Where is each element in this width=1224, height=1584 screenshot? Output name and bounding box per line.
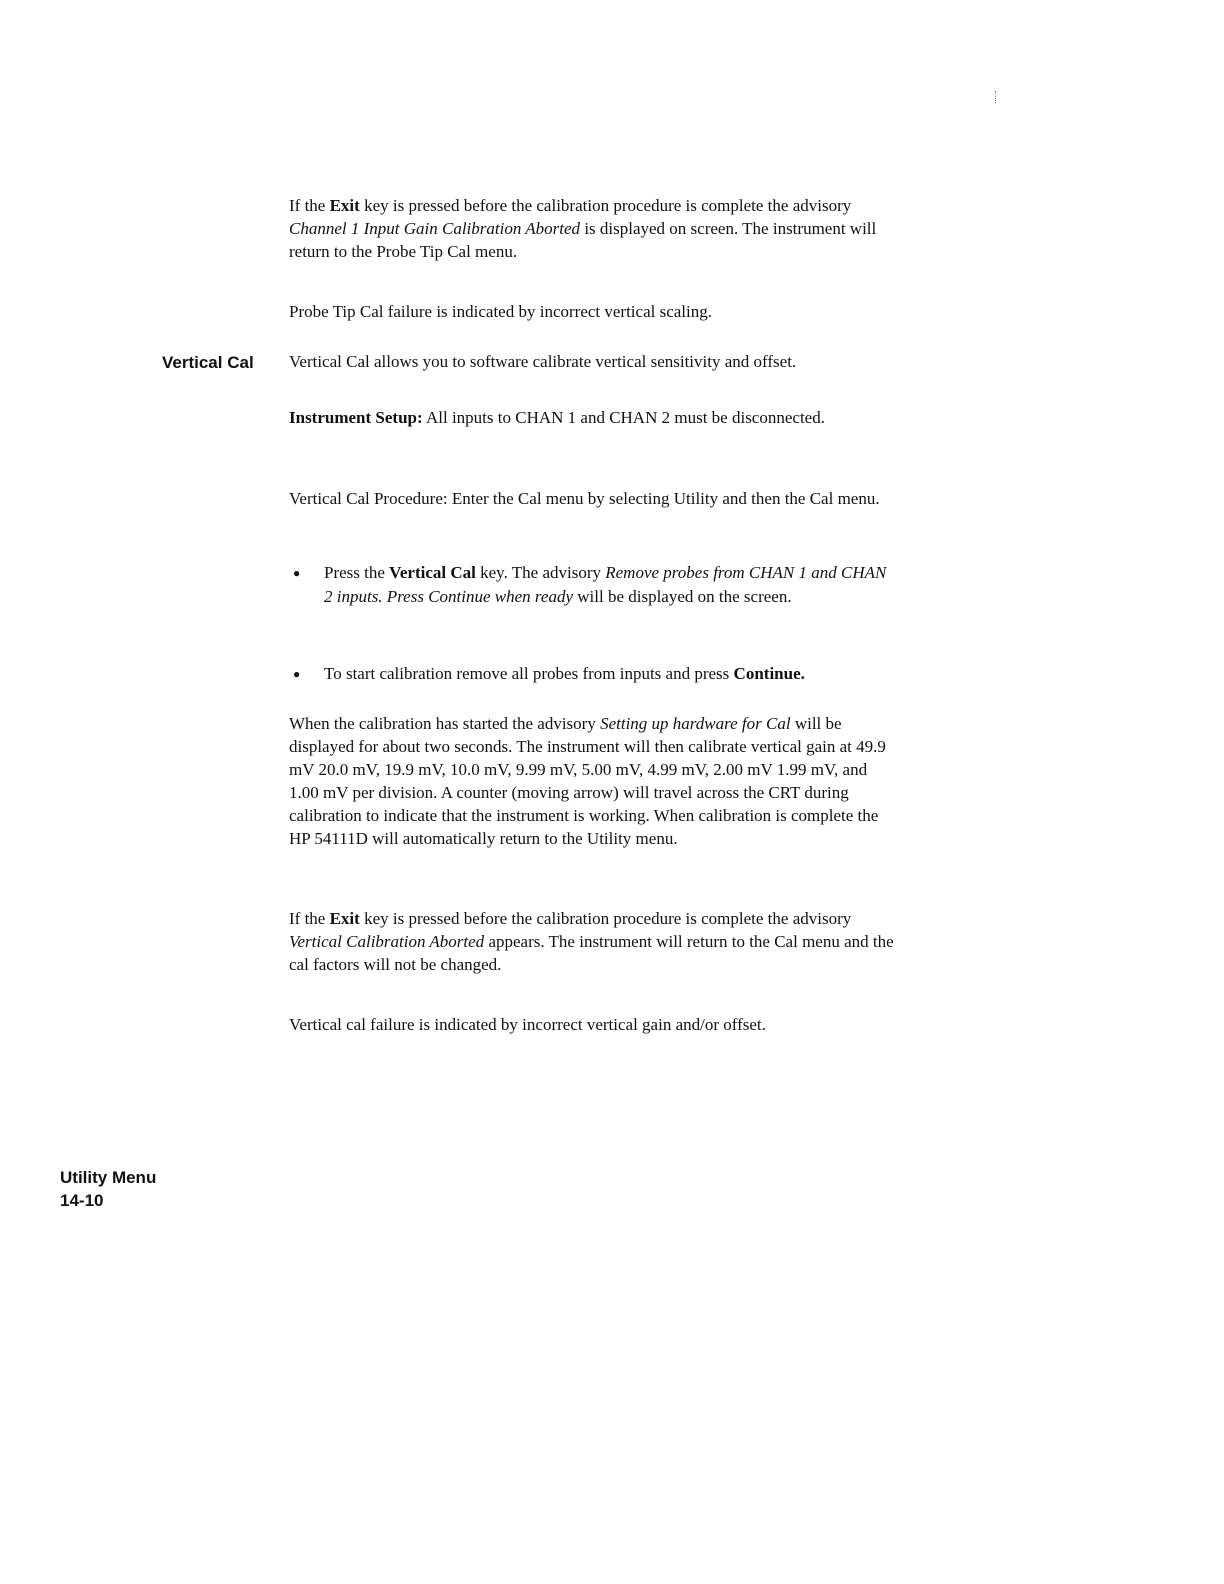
text-run: If the: [289, 909, 330, 928]
vertical-cal-key-label: Vertical Cal: [389, 563, 476, 582]
paragraph-procedure: [289, 487, 899, 510]
setup-text: All inputs to CHAN 1 and CHAN 2 must be disconnected.: [422, 408, 825, 427]
advisory-vertical-abort: Vertical Calibration Aborted: [289, 932, 485, 951]
intro-text: Vertical Cal allows you to software calibrate vertical sensitivity and offset.: [289, 352, 797, 371]
paragraph-vertical-failure: [289, 1013, 899, 1036]
paragraph-probe-failure: [289, 300, 899, 323]
footer-section-title: Utility Menu: [60, 1168, 157, 1187]
advisory-remove-probes: Remove probes from CHAN 1 and CHAN 2 inputs. Press Continue when ready: [324, 563, 887, 606]
paragraph-instrument-setup: [289, 406, 899, 429]
text-run: is displayed on screen. The instrument will return to the Probe Tip Cal menu.: [289, 219, 877, 261]
text-run: appears. The instrument will return to the Cal menu and the cal factors will not be changed.: [289, 932, 894, 974]
paragraph-exit-vertical-abort: [289, 907, 899, 976]
text-run: will be displayed for about two seconds. The instrument will then calibrate vertical gain at 49.9 mV 20.0 mV, 19.9 mV, 10.0 mV, 9.99 mV, 5.00 mV, 4.99 mV, 2.00 mV 1.99 mV, and 1.00 mV per division. A counter (moving arrow) will travel across the CRT during calibration to indicate that the instrument is working. When calibration is complete the HP 54111D will automatically return to the Utility menu.: [289, 714, 886, 848]
exit-key-label: Exit: [329, 909, 360, 928]
advisory-setting-up: Setting up hardware for Cal: [600, 714, 791, 733]
continue-key-label: Continue.: [733, 664, 805, 683]
bullet-item: [289, 662, 899, 686]
exit-key-label: Exit: [329, 196, 360, 215]
text-run: will be displayed on the screen.: [573, 587, 792, 606]
text-run: If the: [289, 196, 330, 215]
page-footer: [60, 1166, 156, 1212]
text-run: key is pressed before the calibration procedure is complete the advisory: [359, 909, 852, 928]
text-run: key is pressed before the calibration procedure is complete the advisory: [359, 196, 852, 215]
probe-failure-text: Probe Tip Cal failure is indicated by incorrect vertical scaling.: [289, 302, 712, 321]
scan-speck: [995, 91, 998, 103]
vertical-failure-text: Vertical cal failure is indicated by incorrect vertical gain and/or offset.: [289, 1015, 766, 1034]
text-run: key. The advisory: [475, 563, 606, 582]
text-run: When the calibration has started the advisory: [289, 714, 601, 733]
setup-label: Instrument Setup:: [289, 408, 423, 427]
procedure-text: Vertical Cal Procedure: Enter the Cal menu by selecting Utility and then the Cal menu.: [289, 489, 880, 508]
paragraph-exit-channel-abort: [289, 194, 899, 263]
section-heading-vertical-cal: Vertical Cal: [162, 353, 254, 372]
paragraph-calibration-started: [289, 712, 899, 850]
paragraph-intro: [289, 350, 899, 373]
advisory-channel-abort: Channel 1 Input Gain Calibration Aborted: [289, 219, 581, 238]
bullet-icon: ●: [293, 667, 301, 681]
footer-page-number: 14-10: [60, 1191, 104, 1210]
bullet-icon: ●: [293, 566, 301, 580]
bullet-item: [289, 561, 899, 609]
text-run: To start calibration remove all probes from inputs and press: [324, 664, 734, 683]
text-run: Press the: [324, 563, 390, 582]
